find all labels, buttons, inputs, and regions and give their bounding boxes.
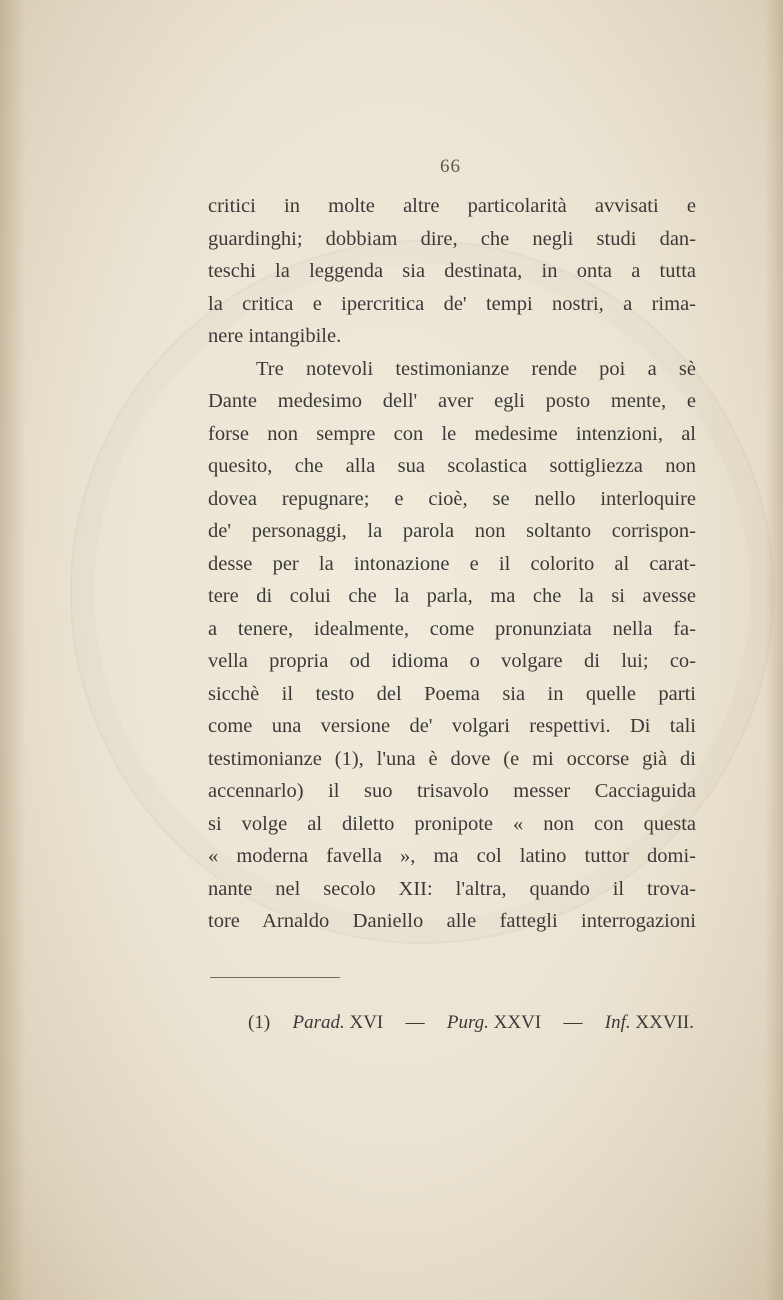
text-line: Tre notevoli testimonianze rende poi a sè (256, 357, 696, 380)
page-left-edge-shadow (0, 0, 26, 1300)
footnote (248, 1012, 694, 1034)
footnote-ref-purgatorio (447, 1012, 541, 1034)
text-line: tere di colui che la parla, ma che la si avesse (208, 585, 696, 607)
text-line: come una versione de' volgari respettivi. Di tali (208, 715, 696, 737)
footnote-ref-work: Inf. (604, 1012, 631, 1033)
footnote-ref-number: XXVI (493, 1012, 542, 1033)
text-line: guardinghi; dobbiam dire, che negli studi dan- (208, 227, 696, 250)
text-line: vella propria od idioma o volgare di lui; co- (208, 650, 696, 672)
text-line: forse non sempre con le medesime intenzioni, al (208, 422, 696, 445)
text-line: nere intangibile. (208, 325, 342, 347)
footnote-divider (210, 977, 340, 978)
text-line: si volge al diletto pronipote « non con questa (208, 812, 696, 835)
text-line: nante nel secolo XII: l'altra, quando il trova- (208, 877, 696, 900)
footnote-marker: (1) (248, 1012, 271, 1033)
footnote-ref-paradiso (292, 1012, 383, 1034)
footnote-ref-work: Purg. (446, 1012, 489, 1033)
page-right-edge-shadow (765, 0, 783, 1300)
text-line: dovea repugnare; e cioè, se nello interloquire (208, 487, 696, 510)
footnote-ref-work: Parad. (292, 1012, 345, 1033)
text-line: accennarlo) il suo trisavolo messer Cacciaguida (208, 780, 696, 802)
text-line: Dante medesimo dell' aver egli posto mente, e (208, 390, 696, 412)
text-line: teschi la leggenda sia destinata, in onta a tutta (208, 260, 696, 282)
text-line: critici in molte altre particolarità avvisati e (208, 195, 696, 217)
text-line: tore Arnaldo Daniello alle fattegli interrogazioni (208, 910, 696, 932)
footnote-ref-number: XXVII. (635, 1012, 694, 1033)
text-line: testimonianze (1), l'una è dove (e mi occorse già di (208, 747, 696, 770)
page-number: 66 (440, 156, 461, 177)
text-line: a tenere, idealmente, come pronunziata nella fa- (208, 617, 696, 640)
text-line: « moderna favella », ma col latino tuttor domi- (208, 845, 696, 867)
footnote-separator: — (563, 1012, 583, 1033)
footnote-ref-inferno (605, 1012, 694, 1034)
body-text (208, 190, 696, 938)
text-line: desse per la intonazione e il colorito al carat- (208, 552, 696, 575)
text-line: sicchè il testo del Poema sia in quelle parti (208, 682, 696, 705)
text-line: de' personaggi, la parola non soltanto corrispon- (208, 520, 696, 542)
footnote-separator: — (405, 1012, 425, 1033)
text-line: la critica e ipercritica de' tempi nostri, a rima- (208, 292, 696, 315)
text-line: quesito, che alla sua scolastica sottigliezza non (208, 455, 696, 477)
footnote-ref-number: XVI (349, 1012, 384, 1033)
